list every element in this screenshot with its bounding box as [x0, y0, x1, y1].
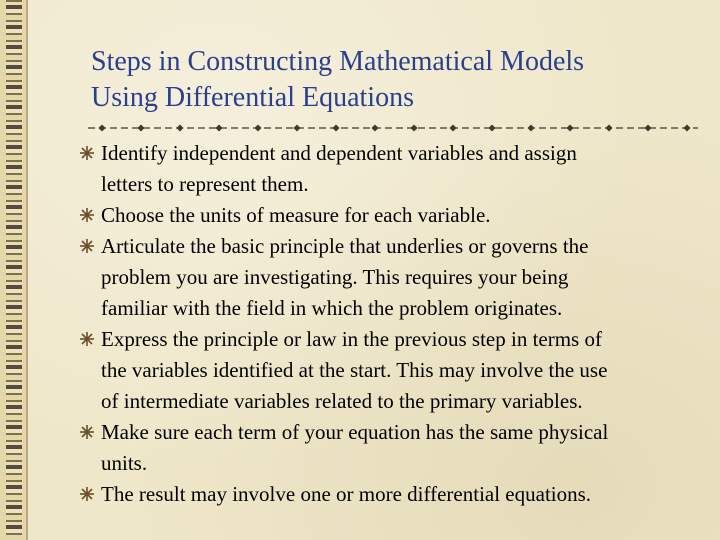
asterisk-bullet-icon — [80, 487, 94, 501]
bullet-text-line: Choose the units of measure for each variable. — [101, 203, 491, 227]
band-pattern — [6, 0, 22, 540]
bullet-text-line: The result may involve one or more differential equations. — [101, 482, 592, 506]
title-line-1: Steps in Constructing Mathematical Models — [91, 46, 585, 77]
bullet-item — [80, 324, 700, 417]
bullet-text-line: problem you are investigating. This requires your being — [101, 265, 569, 289]
bullet-item — [80, 231, 700, 324]
asterisk-bullet-icon — [80, 146, 94, 160]
asterisk-bullet-icon — [80, 332, 94, 346]
bullet-text-line: familiar with the field in which the problem originates. — [101, 296, 563, 320]
title-divider — [88, 121, 698, 135]
bullet-item — [80, 417, 700, 479]
bullet-list — [80, 138, 700, 510]
asterisk-bullet-icon — [80, 239, 94, 253]
bullet-text-line: letters to represent them. — [101, 172, 309, 196]
bullet-text-line: units. — [101, 451, 148, 475]
bullet-text-line: Articulate the basic principle that underlies or governs the — [101, 234, 589, 258]
decorative-left-band — [0, 0, 28, 540]
bullet-text-line: the variables identified at the start. This may involve the use — [101, 358, 608, 382]
bullet-text-line: Identify independent and dependent variables and assign — [101, 141, 577, 165]
bullet-item — [80, 200, 700, 231]
band-edge — [26, 0, 28, 540]
asterisk-bullet-icon — [80, 425, 94, 439]
bullet-text-line: Express the principle or law in the previous step in terms of — [101, 327, 602, 351]
bullet-text-line: of intermediate variables related to the primary variables. — [101, 389, 583, 413]
slide-title — [91, 44, 691, 116]
asterisk-bullet-icon — [80, 208, 94, 222]
title-line-2: Using Differential Equations — [91, 82, 414, 113]
bullet-item — [80, 479, 700, 510]
bullet-text-line: Make sure each term of your equation has the same physical — [101, 420, 609, 444]
bullet-item — [80, 138, 700, 200]
